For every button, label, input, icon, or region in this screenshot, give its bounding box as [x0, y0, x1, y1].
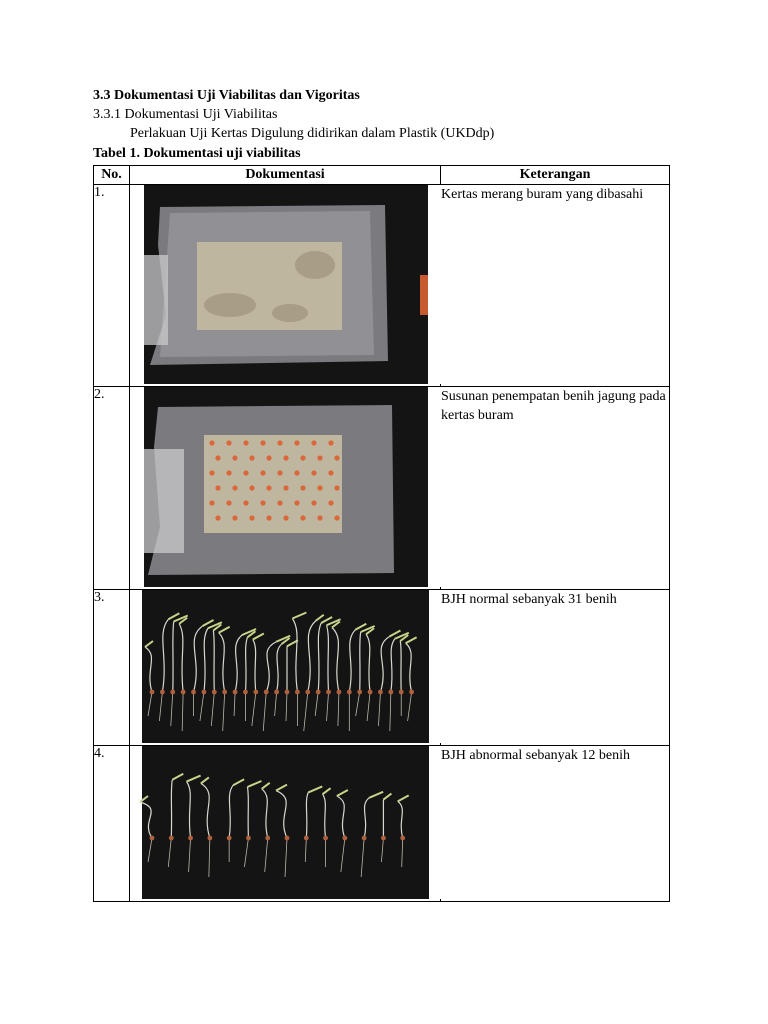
seed-mark: [274, 690, 279, 695]
seed-mark: [207, 836, 212, 841]
seed-mark: [347, 690, 352, 695]
seed-mark: [328, 440, 333, 445]
seed-mark: [226, 470, 231, 475]
seed-mark: [246, 836, 251, 841]
seed-mark: [249, 485, 254, 490]
photo-cell: [130, 746, 441, 902]
seed-mark: [232, 455, 237, 460]
seed-mark: [243, 470, 248, 475]
seed-mark: [243, 690, 248, 695]
seed-mark: [243, 500, 248, 505]
seed-mark: [277, 440, 282, 445]
seed-mark: [337, 690, 342, 695]
seed-mark: [266, 455, 271, 460]
seed-mark: [334, 485, 339, 490]
seed-mark: [334, 455, 339, 460]
seed-mark: [311, 440, 316, 445]
seed-mark: [300, 515, 305, 520]
seed-mark: [328, 500, 333, 505]
row-description: Susunan penempatan benih jagung pada kertas buram: [441, 387, 670, 590]
seed-mark: [283, 515, 288, 520]
section-heading: 3.3 Dokumentasi Uji Viabilitas dan Vigoritas: [93, 88, 360, 103]
seed-mark: [277, 500, 282, 505]
documentation-table: [93, 165, 670, 902]
seed-mark: [283, 455, 288, 460]
seed-mark: [226, 440, 231, 445]
seed-mark: [266, 515, 271, 520]
table-header-row: [94, 166, 670, 185]
seed-mark: [209, 500, 214, 505]
table-caption: Tabel 1. Dokumentasi uji viabilitas: [93, 146, 301, 161]
seed-mark: [400, 836, 405, 841]
seed-mark: [169, 836, 174, 841]
seed-mark: [232, 485, 237, 490]
header-no: No.: [94, 166, 130, 185]
seed-mark: [304, 836, 309, 841]
seed-mark: [209, 440, 214, 445]
seed-mark: [294, 500, 299, 505]
seed-mark: [357, 690, 362, 695]
table-row: [94, 387, 670, 590]
seed-mark: [191, 690, 196, 695]
photo-cell: [130, 387, 441, 590]
seed-mark: [294, 440, 299, 445]
treatment-line: Perlakuan Uji Kertas Digulung didirikan dalam Plastik (UKDdp): [130, 126, 495, 141]
seed-mark: [388, 690, 393, 695]
seed-mark: [294, 470, 299, 475]
row-number: 4.: [94, 746, 130, 902]
photo-cell: [130, 590, 441, 746]
seed-mark: [328, 470, 333, 475]
seed-mark: [226, 500, 231, 505]
seed-mark: [232, 515, 237, 520]
seed-mark: [215, 515, 220, 520]
seed-mark: [215, 485, 220, 490]
seed-mark: [260, 470, 265, 475]
normal-seedlings-photo: [130, 590, 441, 743]
seed-mark: [212, 690, 217, 695]
seed-mark: [342, 836, 347, 841]
seed-mark: [227, 836, 232, 841]
row-number: 2.: [94, 387, 130, 590]
seed-mark: [253, 690, 258, 695]
seed-mark: [317, 515, 322, 520]
seed-mark: [215, 455, 220, 460]
seed-mark: [323, 836, 328, 841]
seed-mark: [311, 500, 316, 505]
seed-mark: [285, 836, 290, 841]
seed-mark: [399, 690, 404, 695]
header-keterangan: Keterangan: [441, 166, 670, 185]
seed-mark: [317, 455, 322, 460]
seed-mark: [264, 690, 269, 695]
seed-mark: [260, 500, 265, 505]
abnormal-seedlings-photo: [130, 746, 441, 899]
seed-mark: [277, 470, 282, 475]
row-description: Kertas merang buram yang dibasahi: [441, 185, 670, 387]
seed-mark: [317, 485, 322, 490]
seed-mark: [326, 690, 331, 695]
row-number: 1.: [94, 185, 130, 387]
table-row: [94, 185, 670, 387]
seed-mark: [381, 836, 386, 841]
seed-mark: [260, 440, 265, 445]
seed-mark: [368, 690, 373, 695]
seed-mark: [316, 690, 321, 695]
seed-mark: [249, 515, 254, 520]
seed-mark: [202, 690, 207, 695]
seed-mark: [170, 690, 175, 695]
seed-mark: [300, 455, 305, 460]
seed-mark: [222, 690, 227, 695]
seed-mark: [295, 690, 300, 695]
seed-mark: [209, 470, 214, 475]
seed-mark: [150, 690, 155, 695]
seed-mark: [362, 836, 367, 841]
seed-mark: [334, 515, 339, 520]
seed-mark: [300, 485, 305, 490]
row-number: 3.: [94, 590, 130, 746]
seed-mark: [249, 455, 254, 460]
seed-mark: [305, 690, 310, 695]
seed-mark: [285, 690, 290, 695]
wet-paper-photo: [130, 185, 441, 384]
table-row: [94, 746, 670, 902]
seed-mark: [188, 836, 193, 841]
row-description: BJH normal sebanyak 31 benih: [441, 590, 670, 746]
row-description: BJH abnormal sebanyak 12 benih: [441, 746, 670, 902]
photo-cell: [130, 185, 441, 387]
corn-seeds-photo: [130, 387, 441, 587]
seed-mark: [265, 836, 270, 841]
table-row: [94, 590, 670, 746]
seed-mark: [311, 470, 316, 475]
seed-mark: [160, 690, 165, 695]
seed-mark: [266, 485, 271, 490]
seed-mark: [409, 690, 414, 695]
seed-mark: [243, 440, 248, 445]
seed-mark: [283, 485, 288, 490]
seed-mark: [378, 690, 383, 695]
header-dokumentasi: Dokumentasi: [130, 166, 441, 185]
subsection-heading: 3.3.1 Dokumentasi Uji Viabilitas: [93, 107, 278, 122]
seed-mark: [233, 690, 238, 695]
seed-mark: [150, 836, 155, 841]
seed-mark: [181, 690, 186, 695]
